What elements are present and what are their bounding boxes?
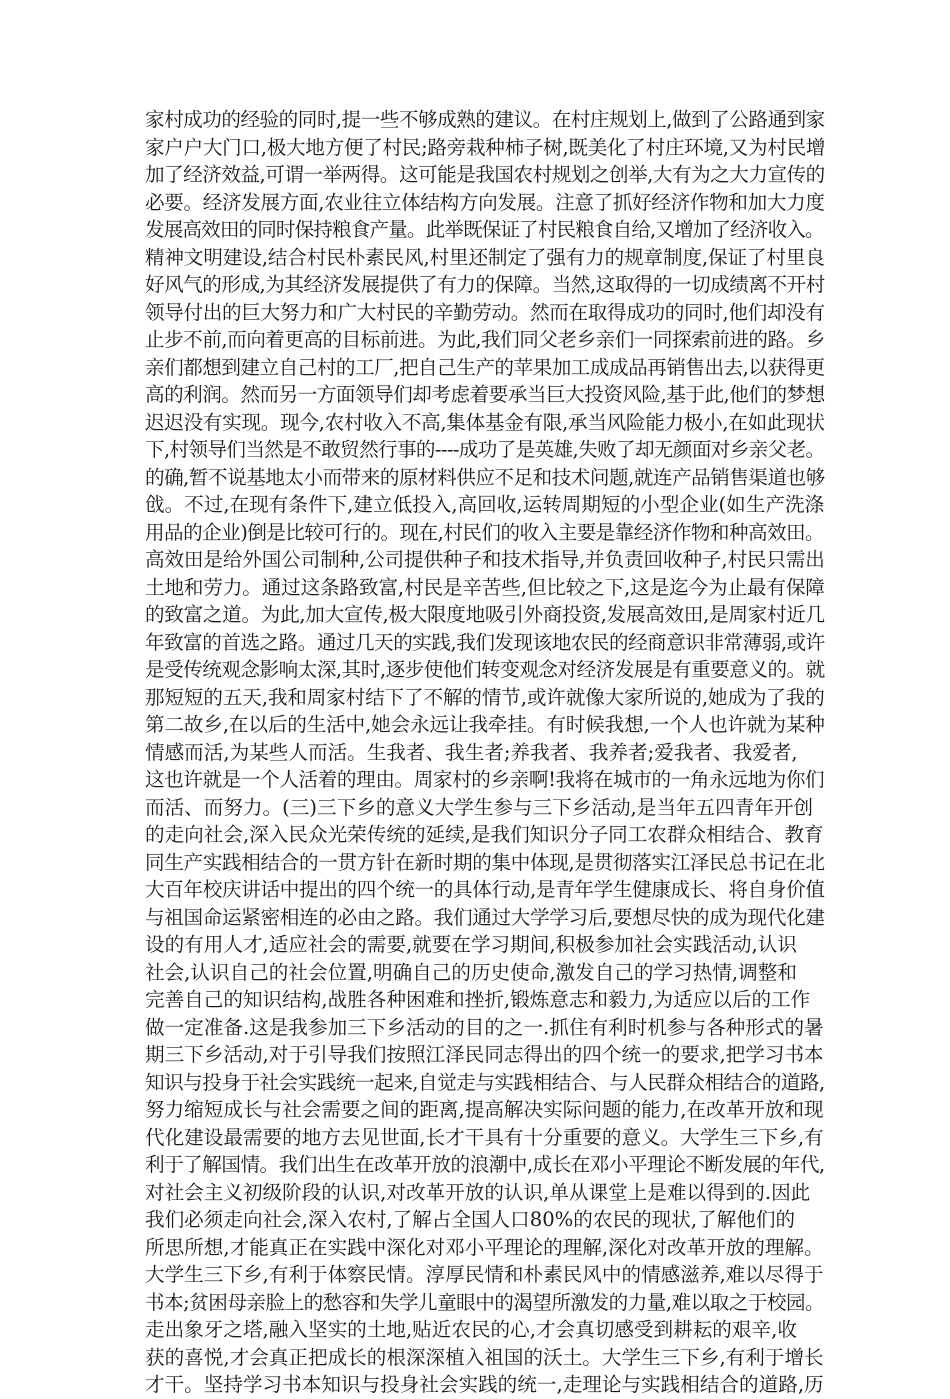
text-line: 必要。经济发展方面,农业往立体结构方向发展。注意了抓好经济作物和加大力度 [145,190,825,214]
text-line: 而活、而努力。(三)三下乡的意义大学生参与三下乡活动,是当年五四青年开创 [145,795,814,819]
text-line: 家户户大门口,极大地方便了村民;路旁栽种柿子树,既美化了村庄环境,又为村民增 [145,135,826,159]
text-line: 的确,暂不说基地太小而带来的原材料供应不足和技术问题,就连产品销售渠道也够 [145,465,825,489]
text-line: 代化建设最需要的地方去见世面,长才干具有十分重要的意义。大学生三下乡,有 [145,1125,824,1149]
text-line: 走出象牙之塔,融入坚实的土地,贴近农民的心,才会真切感受到耕耘的艰辛,收 [145,1318,797,1341]
text-line: 的走向社会,深入民众光荣传统的延续,是我们知识分子同工农群众相结合、教育 [145,823,824,846]
text-line: 迟迟没有实现。现今,农村收入不高,集体基金有限,承当风险能力极小,在如此现状 [145,410,825,434]
text-line: 努力缩短成长与社会需要之间的距离,提高解决实际问题的能力,在改革开放和现 [145,1098,824,1121]
text-line: 领导付出的巨大努力和广大村民的辛勤劳动。然而在取得成功的同时,他们却没有 [145,300,825,324]
text-line: 戗。不过,在现有条件下,建立低投入,高回收,运转周期短的小型企业(如生产洗涤 [145,493,825,516]
text-line: 的致富之道。为此,加大宣传,极大限度地吸引外商投资,发展高效田,是周家村近几 [145,603,825,626]
text-line: 精神文明建设,结合村民朴素民风,村里还制定了强有力的规章制度,保证了村里良 [145,245,825,269]
text-line: 所思所想,才能真正在实践中深化对邓小平理论的理解,深化对改革开放的理解。 [145,1235,824,1259]
text-line: 高效田是给外国公司制种,公司提供种子和技术指导,并负责回收种子,村民只需出 [145,548,825,571]
text-line: 做一定准备.这是我参加三下乡活动的目的之一.抓住有利时机参与各种形式的暑 [145,1015,824,1039]
text-line: 大百年校庆讲话中提出的四个统一的具体行动,是青年学生健康成长、将自身价值 [145,878,825,901]
text-line: 家村成功的经验的同时,提一些不够成熟的建议。在村庄规划上,做到了公路通到家 [145,108,825,131]
text-line: 才干。坚持学习书本知识与投身社会实践的统一,走理论与实践相结合的道路,历 [145,1373,824,1396]
text-line: 第二故乡,在以后的生活中,她会永远让我牵挂。有时候我想,一个人也许就为某种 [145,713,825,736]
text-line: 情感而活,为某些人而活。生我者、我生者;养我者、我养者;爱我者、我爱者, [145,740,798,764]
text-line: 好风气的形成,为其经济发展提供了有力的保障。当然,这取得的一切成绩离不开村 [145,273,825,296]
text-line: 完善自己的知识结构,战胜各种困难和挫折,锻炼意志和毅力,为适应以后的工作 [145,988,811,1011]
text-line: 获的喜悦,才会真正把成长的根深深植入祖国的沃土。大学生三下乡,有利于增长 [145,1345,824,1369]
text-line: 发展高效田的同时保持粮食产量。此举既保证了村民粮食自给,又增加了经济收入。 [145,218,824,241]
text-line: 年致富的首选之路。通过几天的实践,我们发现该地农民的经商意识非常薄弱,或许 [145,630,825,654]
text-line: 高的利润。然而另一方面领导们却考虑着要承当巨大投资风险,基于此,他们的梦想 [145,383,825,406]
text-line: 与祖国命运紧密相连的必由之路。我们通过大学学习后,要想尽快的成为现代化建 [145,905,825,929]
text-line: 这也许就是一个人活着的理由。周家村的乡亲啊!我将在城市的一角永远地为你们 [145,768,825,791]
text-line: 止步不前,而向着更高的目标前进。为此,我们同父老乡亲们一同探索前进的路。乡 [145,328,825,351]
text-line: 用品的企业)倒是比较可行的。现在,村民们的收入主要是靠经济作物和种高效田。 [145,520,825,544]
text-line: 利于了解国情。我们出生在改革开放的浪潮中,成长在邓小平理论不断发展的年代, [145,1153,825,1176]
text-line: 期三下乡活动,对于引导我们按照江泽民同志得出的四个统一的要求,把学习书本 [145,1043,824,1066]
text-line: 是受传统观念影响太深,其时,逐步使他们转变观念对经济发展是有重要意义的。就 [145,658,825,681]
text-line: 加了经济效益,可谓一举两得。这可能是我国农村规划之创举,大有为之大力宣传的 [145,163,825,186]
text-line: 大学生三下乡,有利于体察民情。淳厚民情和朴素民风中的情感滋养,难以尽得于 [145,1263,824,1286]
text-line: 对社会主义初级阶段的认识,对改革开放的认识,单从课堂上是难以得到的.因此 [145,1180,811,1204]
text-line: 那短短的五天,我和周家村结下了不解的情节,或许就像大家所说的,她成为了我的 [145,685,825,709]
text-line: 设的有用人才,适应社会的需要,就要在学习期间,积极参加社会实践活动,认识 [145,933,797,956]
text-line: 书本;贫困母亲脸上的愁容和失学儿童眼中的渴望所激发的力量,难以取之于校园。 [145,1290,825,1314]
text-line: 社会,认识自己的社会位置,明确自己的历史使命,激发自己的学习热情,调整和 [145,960,797,984]
text-line: 我们必须走向社会,深入农村,了解占全国人口80%的农民的现状,了解他们的 [145,1208,796,1231]
text-line: 土地和劳力。通过这条路致富,村民是辛苦些,但比较之下,这是迄今为止最有保障 [145,575,825,599]
text-line: 下,村领导们当然是不敢贸然行事的----成功了是英雄,失败了却无颜面对乡亲父老。 [145,438,825,461]
text-line: 亲们都想到建立自己村的工厂,把自己生产的苹果加工成成品再销售出去,以获得更 [145,355,825,379]
body-text [145,106,825,1399]
text-line: 同生产实践相结合的一贯方针在新时期的集中体现,是贯彻落实江泽民总书记在北 [145,850,825,874]
text-line: 知识与投身于社会实践统一起来,自觉走与实践相结合、与人民群众相结合的道路, [145,1070,825,1094]
